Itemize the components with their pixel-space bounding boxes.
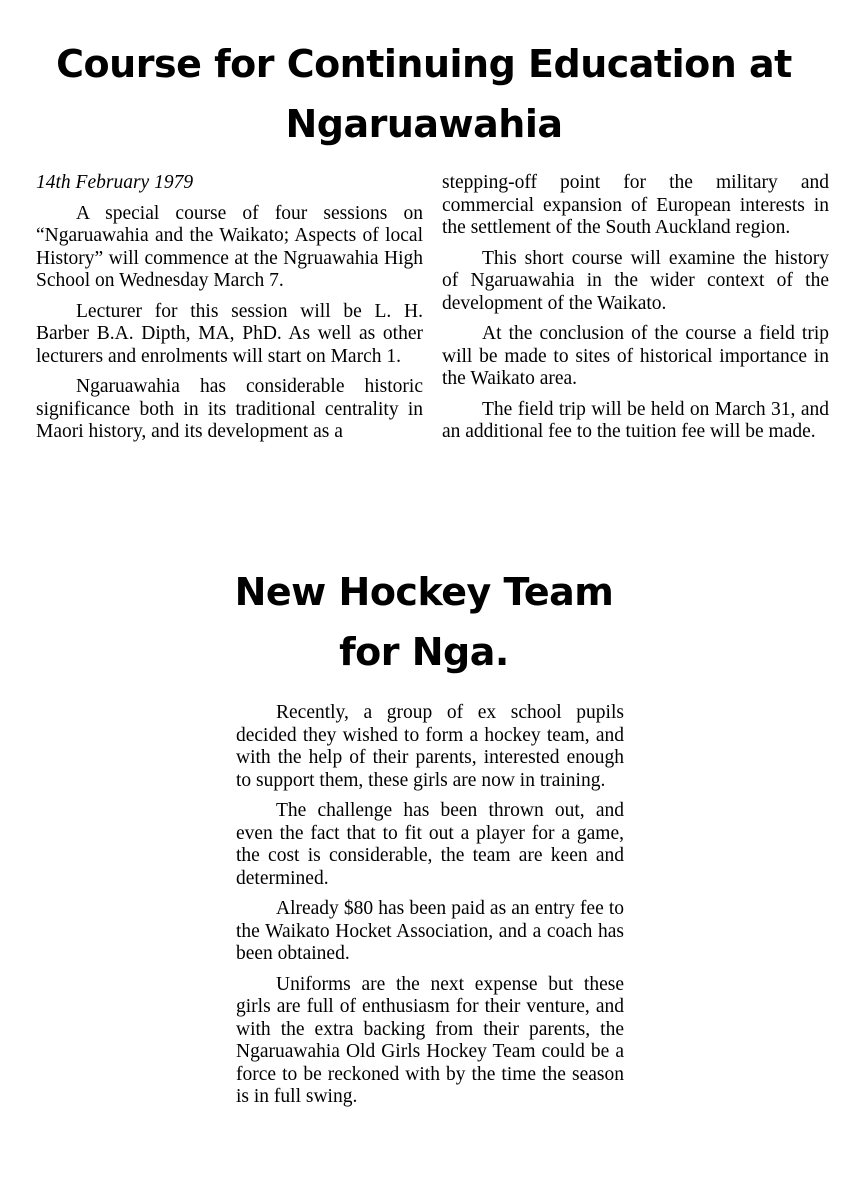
- article1-paragraph: At the conclusion of the course a field trip will be made to sites of historical importance in the Waikato area.: [442, 323, 829, 389]
- article2-paragraph: Recently, a group of ex school pupils decided they wished to form a hockey team, and with the help of their parents, interested enough to support them, these girls are now in training.: [236, 702, 624, 791]
- article1-paragraph: This short course will examine the history of Ngaruawahia in the wider context of the development of the Waikato.: [442, 247, 829, 314]
- article1-headline-line1: Course for Continuing Education at: [56, 42, 792, 86]
- article1-paragraph: A special course of four sessions on “Ngaruawahia and the Waikato; Aspects of local History” will commence at the Ngruawahia High School on Wednesday March 7.: [36, 202, 423, 291]
- article2-headline-line1: New Hockey Team: [234, 570, 614, 614]
- article1-column-left: [36, 172, 423, 452]
- article1-headline-line2: Ngaruawahia: [285, 102, 563, 146]
- article1-paragraph: Lecturer for this session will be L. H. Barber B.A. Dipth, MA, PhD. As well as other lecturers and enrolments will start on March 1.: [36, 300, 423, 367]
- article2-paragraph: Already $80 has been paid as an entry fee to the Waikato Hocket Association, and a coach has been obtained.: [236, 898, 624, 964]
- article1-paragraph-continued: stepping-off point for the military and commercial expansion of European interests in the settlement of the South Auckland region.: [442, 172, 829, 238]
- article1-paragraph: The field trip will be held on March 31, and an additional fee to the tuition fee will be made.: [442, 398, 829, 442]
- article2-headline: [0, 562, 848, 682]
- article1-paragraph: Ngaruawahia has considerable historic significance both in its traditional centrality in Maori history, and its development as a: [36, 376, 423, 442]
- article2-paragraph: The challenge has been thrown out, and even the fact that to fit out a player for a game, the cost is considerable, the team are keen and determined.: [236, 800, 624, 889]
- article1-headline: [0, 34, 848, 154]
- dateline: 14th February 1979: [36, 172, 194, 193]
- article2-body: [236, 702, 624, 1117]
- article2-paragraph: Uniforms are the next expense but these girls are full of enthusiasm for their venture, and with the extra backing from their parents, the Ngaruawahia Old Girls Hockey Team could be a force to be reckoned with by the time the season is in full swing.: [236, 973, 624, 1107]
- article2-headline-line2: for Nga.: [339, 630, 509, 674]
- article1-column-right: [442, 172, 829, 452]
